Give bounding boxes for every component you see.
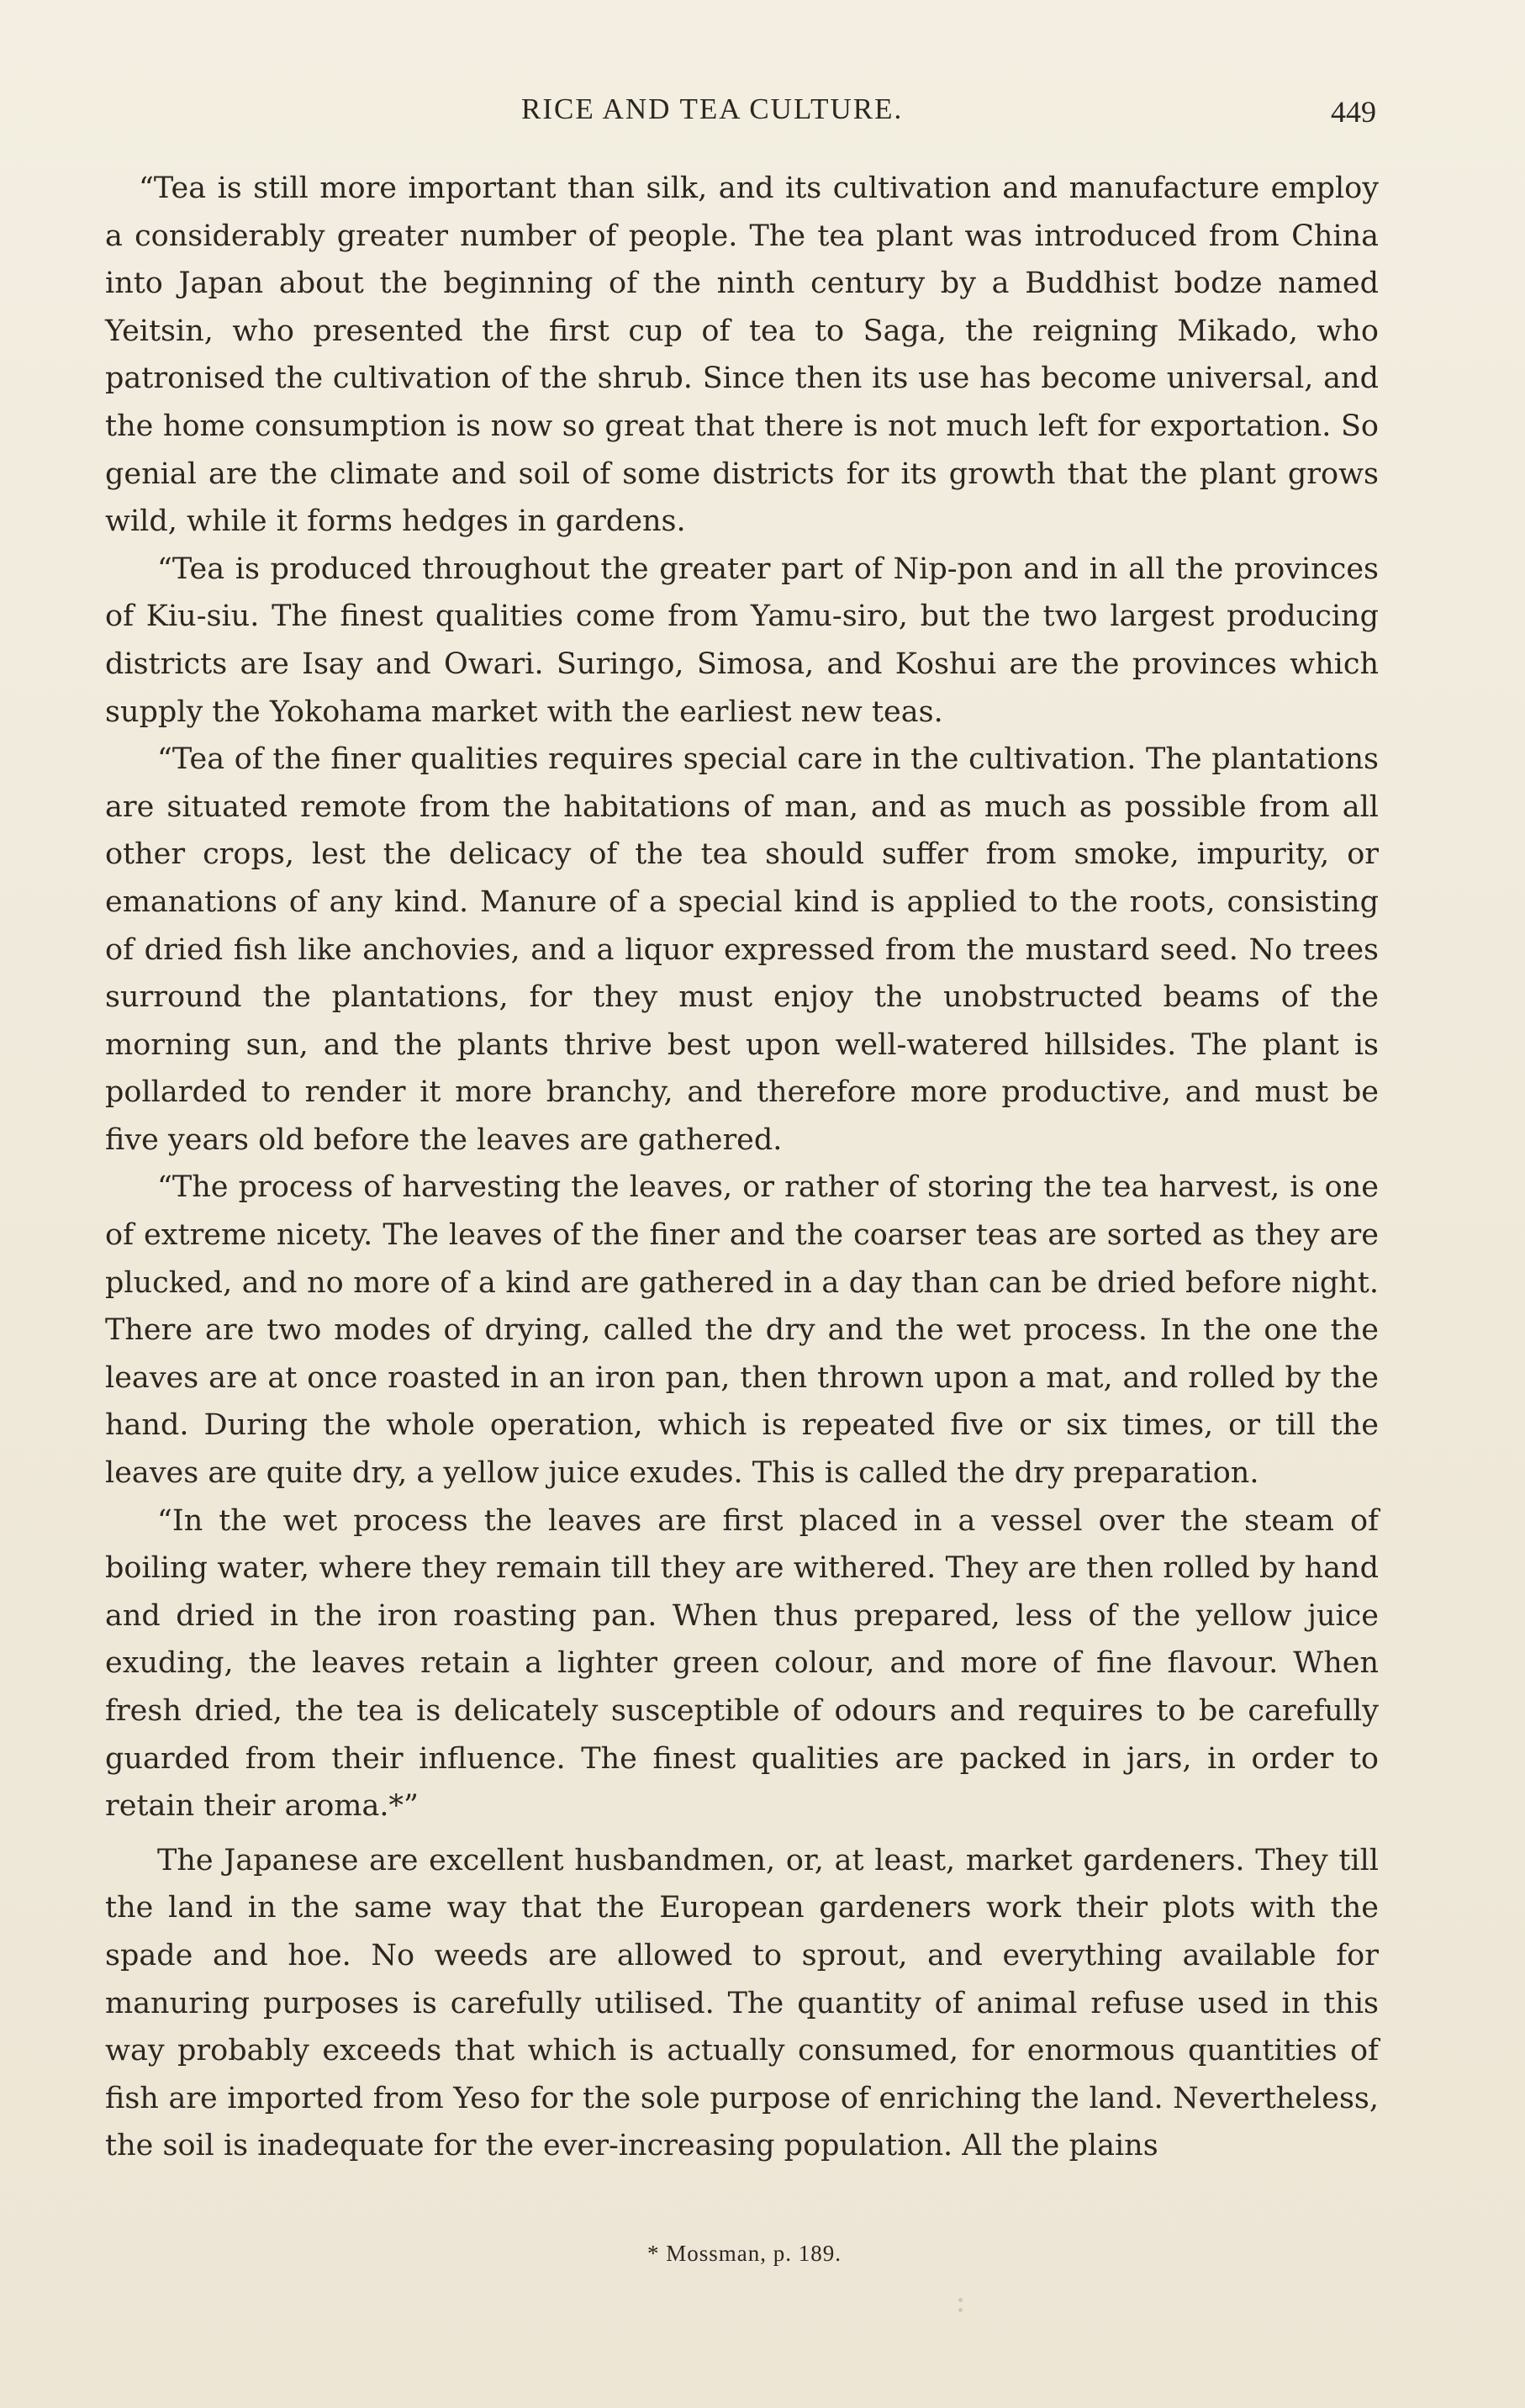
paragraph-tea-harvesting: “The process of harvesting the leaves, or rather of storing the tea harvest, is one of extreme nicety. The leaves of the finer and the coarser teas are sorted as they are plucked, and no more of a kind are gathered in a day than can be dried before night. There are two modes of drying, called the dry and the wet process. In the one the leaves are at once roasted in an iron pan, then thrown upon a mat, and rolled by the hand. During the whole operation, which is repeated five or six times, or till the leaves are quite dry, a yellow juice exudes. This is called the dry preparation. [105, 1170, 1379, 1491]
paragraph-tea-cultivation: “Tea of the finer qualities requires special care in the cultivation. The plantations are situated remote from the habitations of man, and as much as possible from all other crops, lest the delicacy of the tea should suffer from smoke, impurity, or emanations of any kind. Manure of a special kind is applied to the roots, consisting of dried fish like anchovies, and a liquor expressed from the mustard seed. No trees surround the plantations, for they must enjoy the unobstructed beams of the morning sun, and the plants thrive best upon well-watered hillsides. The plant is pollarded to render it more branchy, and therefore more productive, and must be five years old before the leaves are gathered. [105, 742, 1379, 1157]
paragraph-tea-regions: “Tea is produced throughout the greater part of Nip-pon and in all the provinces of Kiu-siu. The finest qualities come from Yamu-siro, but the two largest producing districts are Isay and Owari. Suringo, Simosa, and Koshui are the provinces which supply the Yokohama market with the earliest new teas. [105, 552, 1379, 729]
paper-speck [958, 2308, 963, 2312]
paragraph-japanese-husbandmen: The Japanese are excellent husbandmen, or, at least, market gardeners. They till the land in the same way that the European gardeners work their plots with the spade and hoe. No weeds are allowed to sprout, and everything available for manuring purposes is carefully utilised. The quantity of animal refuse used in this way probably exceeds that which is actually consumed, for enormous quantities of fish are imported from Yeso for the sole purpose of enriching the land. Nevertheless, the soil is inadequate for the ever-increasing population. All the plains [105, 1843, 1379, 2163]
page-number: 449 [1331, 95, 1376, 129]
paper-speck [958, 2298, 963, 2302]
body-text [105, 165, 1379, 2170]
running-head [0, 84, 1525, 135]
footnote: * Mossman, p. 189. [647, 2241, 842, 2266]
running-title: RICE AND TEA CULTURE. [521, 92, 904, 125]
paragraph-tea-importance: “Tea is still more important than silk, and its cultivation and manufacture employ a considerably greater number of people. The tea plant was introduced from China into Japan about the beginning of the ninth century by a Buddhist bodze named Yeitsin, who presented the first cup of tea to Saga, the reigning Mikado, who patronised the cultivation of the shrub. Since then its use has become universal, and the home consumption is now so great that there is not much left for exportation. So genial are the climate and soil of some districts for its growth that the plant grows wild, while it forms hedges in gardens. [105, 172, 1379, 539]
paragraph-wet-process: “In the wet process the leaves are first placed in a vessel over the steam of boiling water, where they remain till they are withered. They are then rolled by hand and dried in the iron roasting pan. When thus prepared, less of the yellow juice exuding, the leaves retain a lighter green colour, and more of fine flavour. When fresh dried, the tea is delicately susceptible of odours and requires to be carefully guarded from their influence. The finest qualities are packed in jars, in order to retain their aroma.*” [105, 1503, 1379, 1824]
